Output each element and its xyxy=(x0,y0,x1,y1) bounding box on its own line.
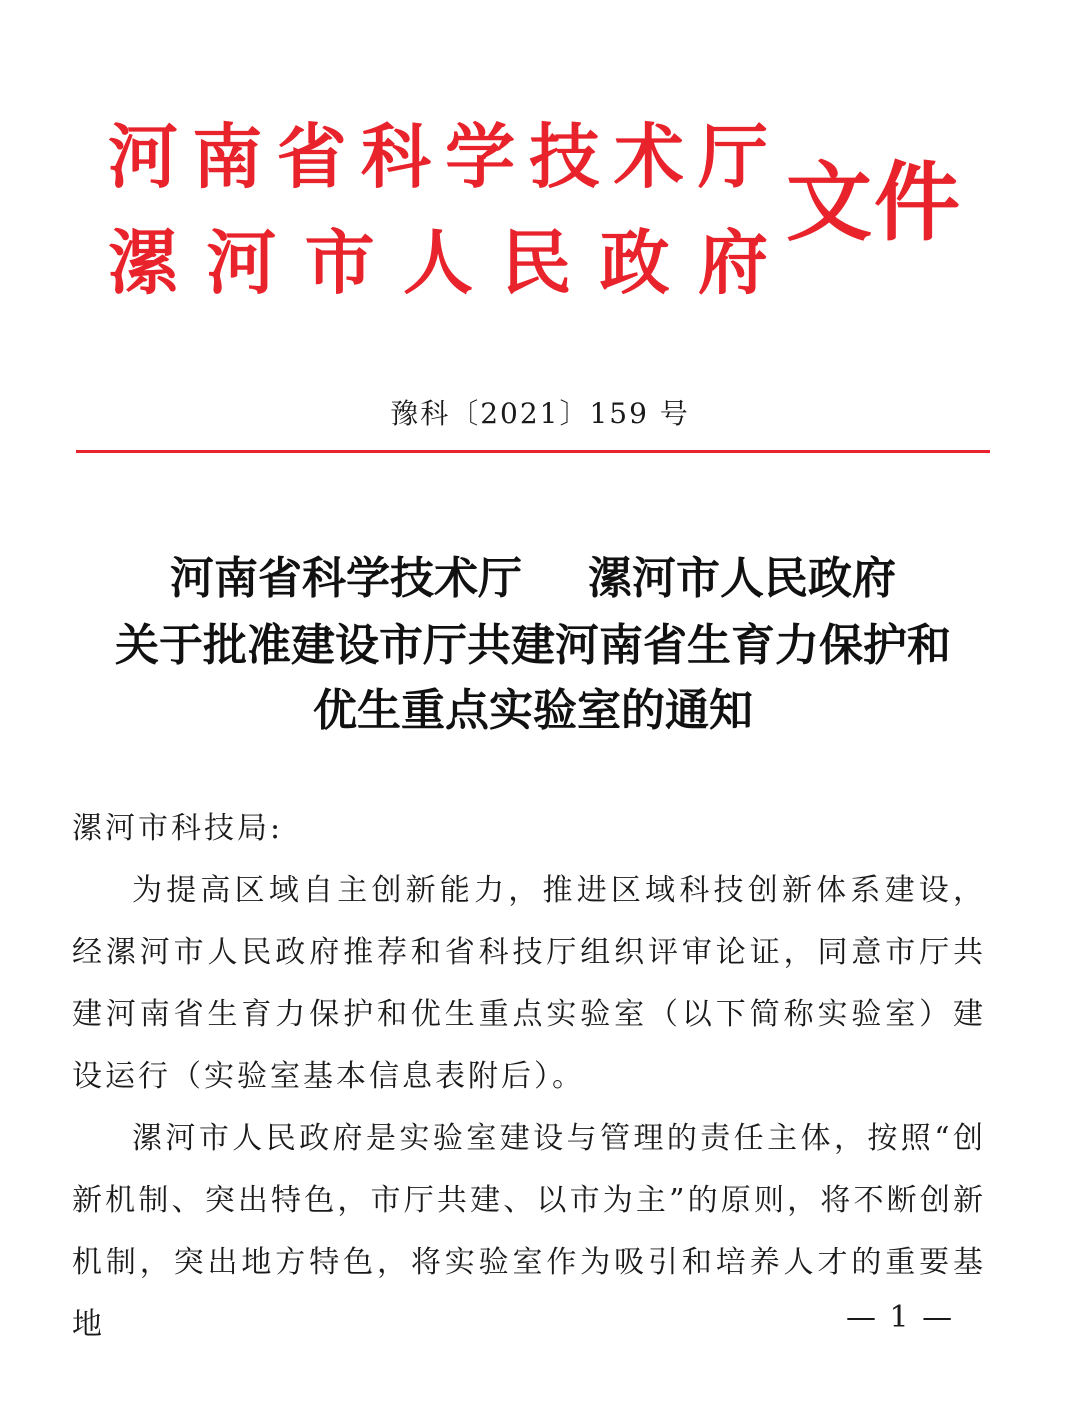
page-number: — 1 — xyxy=(846,1300,955,1335)
header-agency-line-1: 河南省科学技术厅 xyxy=(108,115,768,198)
header-doc-type: 文件 xyxy=(786,152,962,253)
document-number: 豫科〔2021〕159 号 xyxy=(390,397,690,430)
title-line-2: 关于批准建设市厅共建河南省生育力保护和 xyxy=(115,620,951,671)
body-paragraph-2: 漯河市人民政府是实验室建设与管理的责任主体，按照“创新机制、突出特色，市厅共建、以市为主”的原则，将不断创新机制，突出地方特色，将实验室作为吸引和培养人才的重要基地 xyxy=(72,1121,986,1342)
salutation: 漯河市科技局: xyxy=(72,811,284,846)
title-issuer-2: 漯河市人民政府 xyxy=(588,553,896,604)
title-line-1 xyxy=(76,553,990,604)
red-divider xyxy=(76,450,990,453)
title-line-3: 优生重点实验室的通知 xyxy=(313,685,753,736)
title-issuer-1: 河南省科学技术厅 xyxy=(170,553,522,604)
header-agency-line-2: 漯河市人民政府 xyxy=(108,221,768,304)
body-paragraph-1: 为提高区域自主创新能力，推进区域科技创新体系建设，经漯河市人民政府推荐和省科技厅组织评审论证，同意市厅共建河南省生育力保护和优生重点实验室（以下简称实验室）建设运行（实验室基本信息表附后）。 xyxy=(72,873,986,1094)
